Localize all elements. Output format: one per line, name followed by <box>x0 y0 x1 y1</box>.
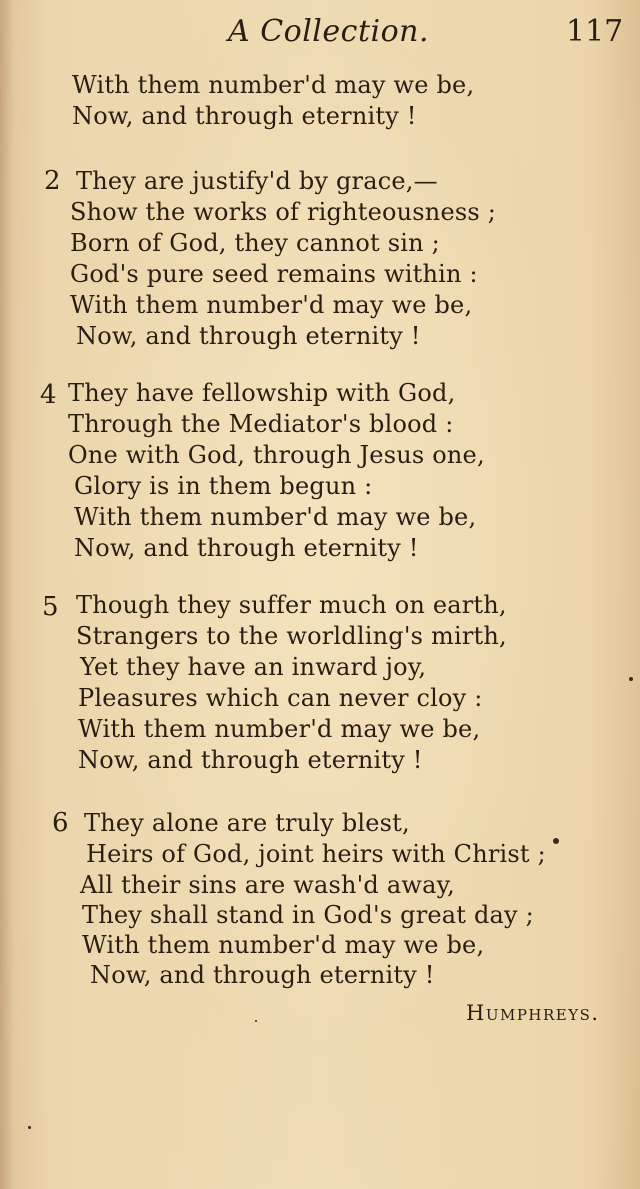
ink-speck <box>255 1020 257 1022</box>
hymn-line: With them number'd may we be, <box>82 931 485 959</box>
hymn-line: With them number'd may we be, <box>70 291 473 319</box>
hymn-line: They alone are truly blest, <box>84 809 410 837</box>
hymn-line: Now, and through eternity ! <box>78 746 423 774</box>
hymn-line: Glory is in them begun : <box>74 472 373 500</box>
hymn-line: Though they suffer much on earth, <box>76 591 507 619</box>
hymn-line: They have fellowship with God, <box>68 379 456 407</box>
hymn-line: Now, and through eternity ! <box>76 322 421 350</box>
verse-number: 6 <box>52 808 69 838</box>
hymn-line: They are justify'd by grace,— <box>76 167 438 195</box>
hymn-line: They shall stand in God's great day ; <box>82 901 534 929</box>
hymn-line: Through the Mediator's blood : <box>68 410 454 438</box>
hymn-line: Pleasures which can never cloy : <box>78 684 483 712</box>
ink-speck <box>553 838 559 844</box>
hymn-line: Yet they have an inward joy, <box>80 653 427 681</box>
page-number: 117 <box>566 14 624 49</box>
hymn-line: All their sins are wash'd away, <box>80 871 455 899</box>
hymn-line: Show the works of righteousness ; <box>70 198 497 226</box>
verse-number: 2 <box>44 166 61 196</box>
verse-number: 4 <box>40 380 57 410</box>
hymn-line: Strangers to the worldling's mirth, <box>76 622 507 650</box>
hymn-line: With them number'd may we be, <box>72 71 475 99</box>
hymn-line: One with God, through Jesus one, <box>68 441 485 469</box>
hymn-line: Now, and through eternity ! <box>90 961 435 989</box>
page-edge-shadow <box>0 0 14 1189</box>
hymn-line: Now, and through eternity ! <box>72 102 417 130</box>
hymn-line: With them number'd may we be, <box>78 715 481 743</box>
ink-speck <box>28 1126 31 1129</box>
hymn-line: With them number'd may we be, <box>74 503 477 531</box>
hymn-line: Now, and through eternity ! <box>74 534 419 562</box>
ink-speck <box>629 677 633 681</box>
verse-number: 5 <box>42 592 59 622</box>
running-header-title: A Collection. <box>228 14 430 49</box>
hymn-line: Born of God, they cannot sin ; <box>70 229 440 257</box>
hymn-author-attribution: Humphreys. <box>466 1001 600 1025</box>
hymn-line: Heirs of God, joint heirs with Christ ; <box>86 840 546 868</box>
hymn-line: God's pure seed remains within : <box>70 260 478 288</box>
